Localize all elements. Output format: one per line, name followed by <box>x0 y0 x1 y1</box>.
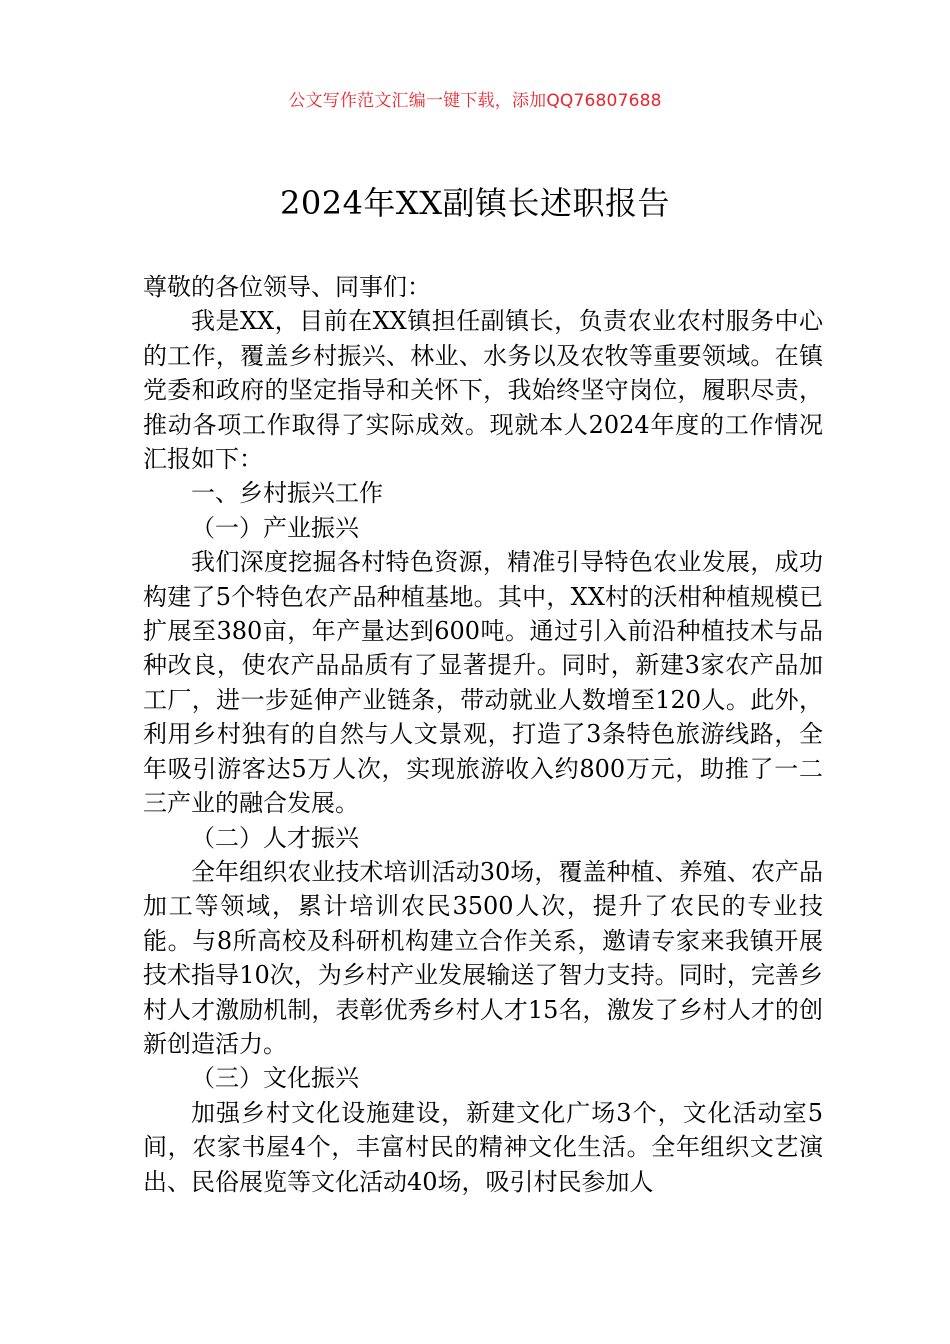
salutation: 尊敬的各位领导、同事们： <box>143 273 431 301</box>
subheading-culture: （三）文化振兴 <box>191 1064 359 1093</box>
header-note[interactable]: 公文写作范文汇编一键下载，添加QQ76807688 <box>288 91 662 111</box>
paragraph-intro: 我是XX，目前在XX镇担任副镇长，负责农业农村服务中心的工作，覆盖乡村振兴、林业、水务以及农牧等重要领域。在镇党委和政府的坚定指导和关怀下，我始终坚守岗位，履职尽责，推动各项工作取得了实际成效。现就本人2024年度的工作情况汇报如下： <box>143 307 823 474</box>
subheading-talent: （二）人才振兴 <box>191 823 359 852</box>
paragraph-industry: 我们深度挖掘各村特色资源，精准引导特色农业发展，成功构建了5个特色农产品种植基地。其中，XX村的沃柑种植规模已扩展至380亩，年产量达到600吨。通过引入前沿种植技术与品种改良，使农产品品质有了显著提升。同时，新建3家农产品加工厂，进一步延伸产业链条，带动就业人数增至120人。此外，利用乡村独有的自然与人文景观，打造了3条特色旅游线路，全年吸引游客达5万人次，实现旅游收入约800万元，助推了一二三产业的融合发展。 <box>143 548 823 818</box>
subheading-industry: （一）产业振兴 <box>191 513 359 542</box>
document-body <box>143 270 823 1199</box>
document-title: 2024年XX副镇长述职报告 <box>279 184 670 222</box>
paragraph-talent: 全年组织农业技术培训活动30场，覆盖种植、养殖、农产品加工等领域，累计培训农民3500人次，提升了农民的专业技能。与8所高校及科研机构建立合作关系，邀请专家来我镇开展技术指导10次，为乡村产业发展输送了智力支持。同时，完善乡村人才激励机制，表彰优秀乡村人才15名，激发了乡村人才的创新创造活力。 <box>143 857 823 1058</box>
paragraph-culture: 加强乡村文化设施建设，新建文化广场3个，文化活动室5间，农家书屋4个，丰富村民的精神文化生活。全年组织文艺演出、民俗展览等文化活动40场，吸引村民参加人 <box>143 1098 823 1196</box>
section-heading-rural-revitalization: 一、乡村振兴工作 <box>191 479 383 508</box>
